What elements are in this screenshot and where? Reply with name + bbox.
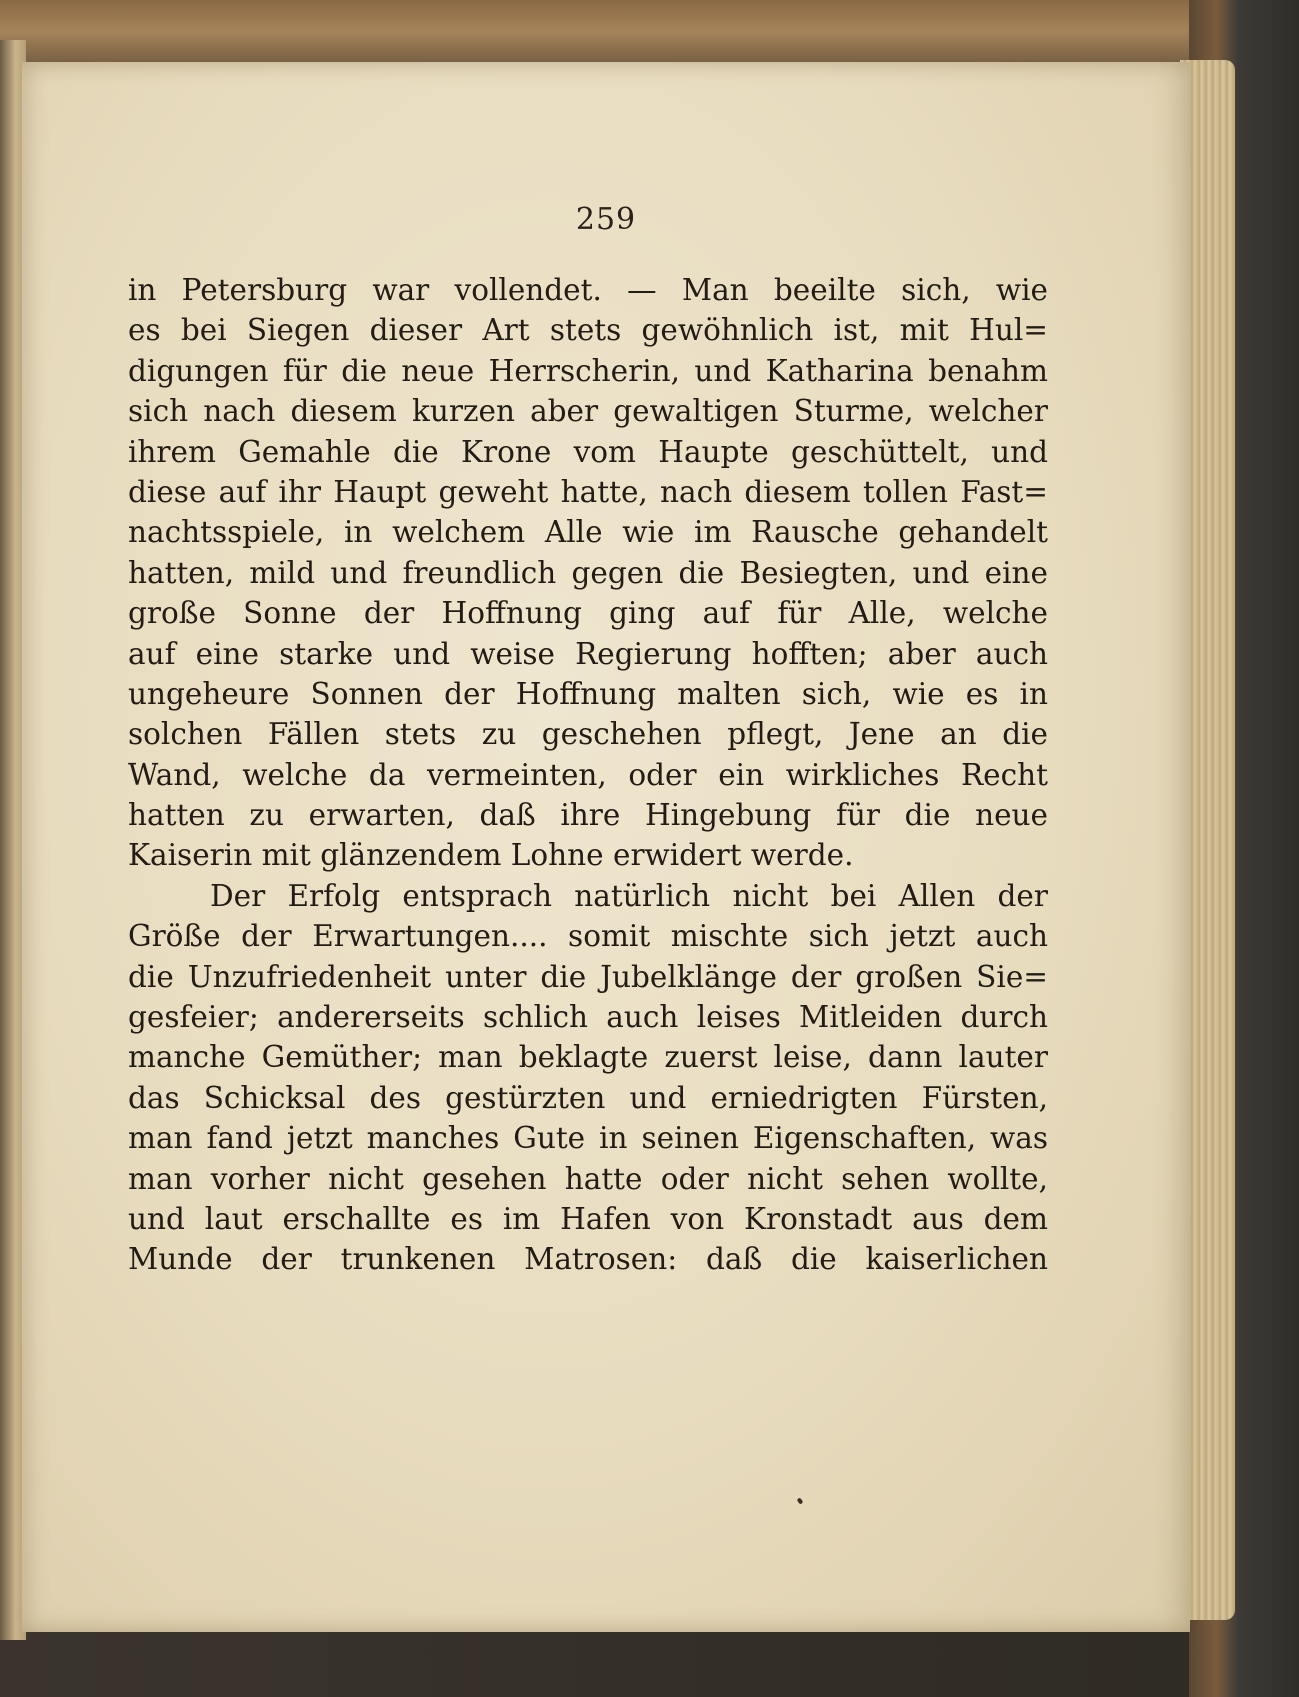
text-line: Munde der trunkenen Matrosen: daß die kaiserlichen <box>128 1242 1048 1277</box>
paragraph-1 <box>128 270 1048 876</box>
text-line: man vorher nicht gesehen hatte oder nicht sehen wollte, <box>128 1161 1048 1196</box>
binding-top-edge <box>0 0 1299 70</box>
paragraph-2 <box>128 876 1048 1280</box>
text-line: Kaiserin mit glänzendem Lohne erwidert werde. <box>128 838 854 873</box>
text-line: man fand jetzt manches Gute in seinen Eigenschaften, was <box>128 1121 1048 1156</box>
text-line: sich nach diesem kurzen aber gewaltigen Sturme, welcher <box>128 394 1048 429</box>
text-line: die Unzufriedenheit unter die Jubelklänge der großen Sie= <box>128 959 1048 994</box>
text-line: gesfeier; andererseits schlich auch leises Mitleiden durch <box>128 1000 1048 1035</box>
text-line: ihrem Gemahle die Krone vom Haupte geschüttelt, und <box>128 434 1048 469</box>
text-line: manche Gemüther; man beklagte zuerst leise, dann lauter <box>128 1040 1048 1075</box>
text-line: das Schicksal des gestürzten und erniedrigten Fürsten, <box>128 1080 1048 1115</box>
text-line: hatten zu erwarten, daß ihre Hingebung für die neue <box>128 798 1048 833</box>
text-line: Wand, welche da vermeinten, oder ein wirkliches Recht <box>128 757 1048 792</box>
text-line: hatten, mild und freundlich gegen die Besiegten, und eine <box>128 555 1048 590</box>
text-line: solchen Fällen stets zu geschehen pflegt, Jene an die <box>128 717 1048 752</box>
text-line: nachtsspiele, in welchem Alle wie im Rausche gehandelt <box>128 515 1048 550</box>
text-line: Der Erfolg entsprach natürlich nicht bei Allen der <box>210 878 1048 913</box>
body-text <box>128 270 1048 1280</box>
text-line: auf eine starke und weise Regierung hofften; aber auch <box>128 636 1048 671</box>
text-line: ungeheure Sonnen der Hoffnung malten sich, wie es in <box>128 676 1048 711</box>
text-line: es bei Siegen dieser Art stets gewöhnlich ist, mit Hul= <box>128 313 1048 348</box>
text-line: und laut erschallte es im Hafen von Kronstadt aus dem <box>128 1201 1048 1236</box>
text-line: diese auf ihr Haupt geweht hatte, nach diesem tollen Fast= <box>128 474 1048 509</box>
text-line: digungen für die neue Herrscherin, und Katharina benahm <box>128 353 1048 388</box>
text-line: in Petersburg war vollendet. — Man beeilte sich, wie <box>128 273 1048 307</box>
page-number: 259 <box>575 202 637 237</box>
text-line: große Sonne der Hoffnung ging auf für Alle, welche <box>128 596 1048 631</box>
text-line: Größe der Erwartungen.... somit mischte sich jetzt auch <box>128 919 1048 954</box>
paper-speck <box>797 1497 804 1504</box>
book-page <box>22 62 1190 1632</box>
